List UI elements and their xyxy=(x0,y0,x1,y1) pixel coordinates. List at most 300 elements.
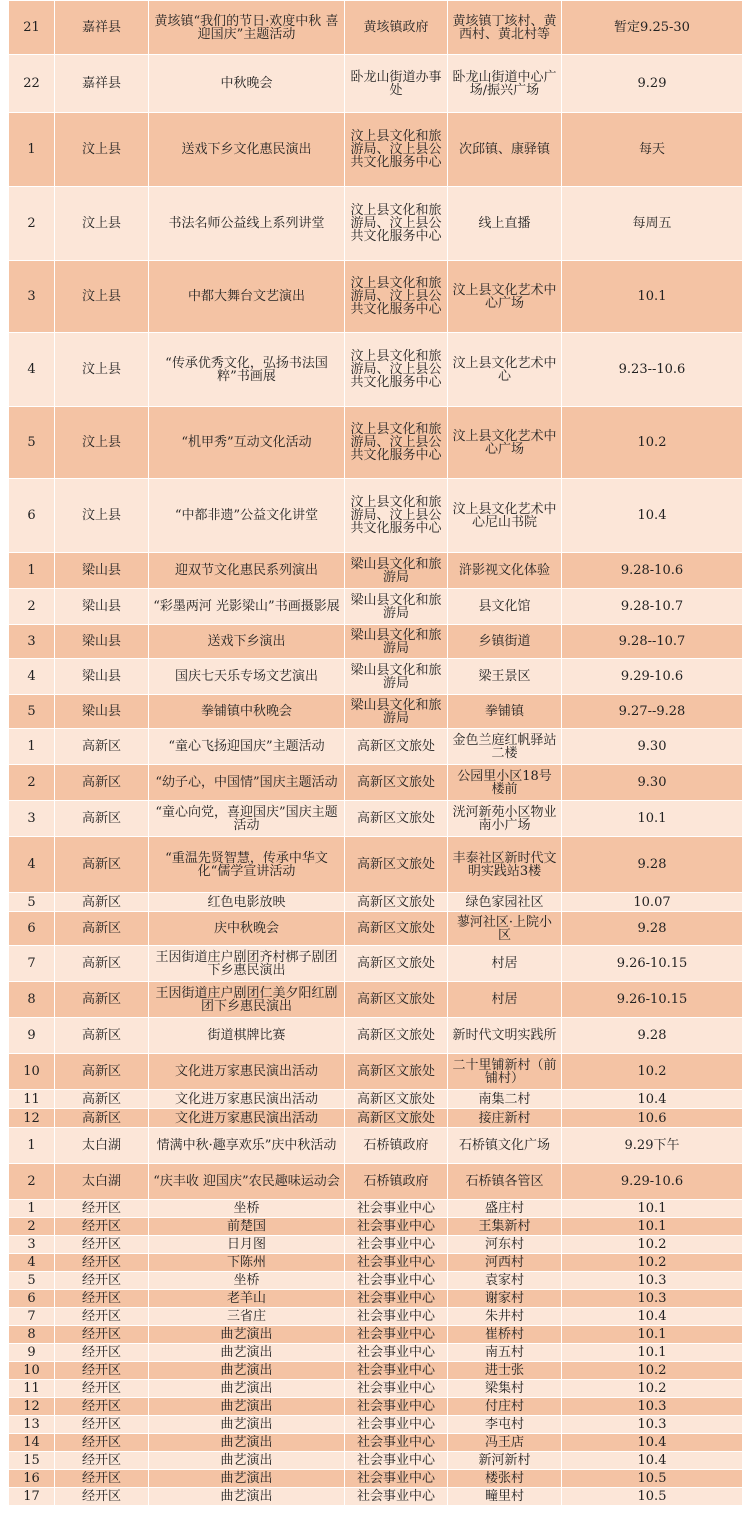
event-name-cell: 情满中秋·趣享欢乐”庆中秋活动 xyxy=(149,1128,345,1164)
time-cell: 10.1 xyxy=(562,1218,743,1236)
row-number: 10 xyxy=(9,1054,55,1090)
organizer-cell: 石桥镇政府 xyxy=(345,1164,448,1200)
organizer-cell: 社会事业中心 xyxy=(345,1308,448,1326)
organizer-cell: 汶上县文化和旅游局、汶上县公共文化服务中心 xyxy=(345,479,448,553)
county-cell: 经开区 xyxy=(55,1380,149,1398)
table-row xyxy=(9,1398,743,1416)
location-cell: 浒影视文化体验 xyxy=(448,553,562,589)
table-row xyxy=(9,1236,743,1254)
county-cell: 汶上县 xyxy=(55,187,149,261)
county-cell: 经开区 xyxy=(55,1326,149,1344)
location-cell: 石桥镇各管区 xyxy=(448,1164,562,1200)
time-cell: 10.1 xyxy=(562,1344,743,1362)
time-cell: 10.4 xyxy=(562,1308,743,1326)
organizer-cell: 高新区文旅处 xyxy=(345,1054,448,1090)
organizer-cell: 社会事业中心 xyxy=(345,1200,448,1218)
county-cell: 高新区 xyxy=(55,837,149,893)
county-cell: 高新区 xyxy=(55,1054,149,1090)
table-row xyxy=(9,187,743,261)
county-cell: 经开区 xyxy=(55,1344,149,1362)
county-cell: 经开区 xyxy=(55,1272,149,1290)
row-number: 2 xyxy=(9,765,55,801)
event-name-cell: 日月图 xyxy=(149,1236,345,1254)
event-name-cell: 曲艺演出 xyxy=(149,1488,345,1506)
time-cell: 10.2 xyxy=(562,407,743,479)
county-cell: 嘉祥县 xyxy=(55,55,149,113)
organizer-cell: 梁山县文化和旅游局 xyxy=(345,589,448,625)
table-row xyxy=(9,912,743,946)
event-name-cell: 红色电影放映 xyxy=(149,893,345,912)
location-cell: 乡镇街道 xyxy=(448,625,562,659)
organizer-cell: 社会事业中心 xyxy=(345,1470,448,1488)
event-name-cell: “彩墨两河 光影梁山”书画摄影展 xyxy=(149,589,345,625)
time-cell: 10.3 xyxy=(562,1416,743,1434)
table-row xyxy=(9,1452,743,1470)
row-number: 5 xyxy=(9,695,55,729)
time-cell: 9.28 xyxy=(562,1018,743,1054)
table-row xyxy=(9,729,743,765)
organizer-cell: 社会事业中心 xyxy=(345,1218,448,1236)
time-cell: 10.2 xyxy=(562,1236,743,1254)
time-cell: 9.28 xyxy=(562,837,743,893)
event-name-cell: 文化进万家惠民演出活动 xyxy=(149,1109,345,1128)
time-cell: 10.2 xyxy=(562,1380,743,1398)
location-cell: 线上直播 xyxy=(448,187,562,261)
organizer-cell: 社会事业中心 xyxy=(345,1326,448,1344)
table-row xyxy=(9,1488,743,1506)
time-cell: 10.4 xyxy=(562,479,743,553)
time-cell: 9.26-10.15 xyxy=(562,946,743,982)
organizer-cell: 社会事业中心 xyxy=(345,1434,448,1452)
organizer-cell: 高新区文旅处 xyxy=(345,729,448,765)
row-number: 14 xyxy=(9,1434,55,1452)
table-row xyxy=(9,765,743,801)
event-name-cell: 前楚国 xyxy=(149,1218,345,1236)
event-name-cell: 中都大舞台文艺演出 xyxy=(149,261,345,333)
event-name-cell: 曲艺演出 xyxy=(149,1416,345,1434)
row-number: 1 xyxy=(9,553,55,589)
row-number: 11 xyxy=(9,1090,55,1109)
event-name-cell: 坐桥 xyxy=(149,1272,345,1290)
table-row xyxy=(9,1272,743,1290)
organizer-cell: 社会事业中心 xyxy=(345,1488,448,1506)
event-name-cell: 拳铺镇中秋晚会 xyxy=(149,695,345,729)
event-name-cell: 文化进万家惠民演出活动 xyxy=(149,1090,345,1109)
event-name-cell: 国庆七天乐专场文艺演出 xyxy=(149,659,345,695)
row-number: 5 xyxy=(9,1272,55,1290)
row-number: 6 xyxy=(9,912,55,946)
time-cell: 9.29下午 xyxy=(562,1128,743,1164)
event-name-cell: “幼子心，中国情”国庆主题活动 xyxy=(149,765,345,801)
organizer-cell: 高新区文旅处 xyxy=(345,1090,448,1109)
location-cell: 汶上县文化艺术中心广场 xyxy=(448,407,562,479)
table-row xyxy=(9,1109,743,1128)
event-name-cell: 黄垓镇“我们的节日·欢度中秋 喜迎国庆”主题活动 xyxy=(149,1,345,55)
time-cell: 10.4 xyxy=(562,1090,743,1109)
table-row xyxy=(9,1200,743,1218)
location-cell: 楼张村 xyxy=(448,1470,562,1488)
table-row xyxy=(9,801,743,837)
time-cell: 9.29-10.6 xyxy=(562,659,743,695)
location-cell: 新时代文明实践所 xyxy=(448,1018,562,1054)
event-name-cell: 王因街道庄户剧团齐村梆子剧团下乡惠民演出 xyxy=(149,946,345,982)
event-name-cell: 曲艺演出 xyxy=(149,1398,345,1416)
time-cell: 9.26-10.15 xyxy=(562,982,743,1018)
time-cell: 10.1 xyxy=(562,1200,743,1218)
table-row xyxy=(9,946,743,982)
county-cell: 经开区 xyxy=(55,1452,149,1470)
time-cell: 10.2 xyxy=(562,1054,743,1090)
location-cell: 付庄村 xyxy=(448,1398,562,1416)
time-cell: 10.4 xyxy=(562,1434,743,1452)
organizer-cell: 汶上县文化和旅游局、汶上县公共文化服务中心 xyxy=(345,187,448,261)
organizer-cell: 高新区文旅处 xyxy=(345,946,448,982)
time-cell: 10.3 xyxy=(562,1272,743,1290)
organizer-cell: 社会事业中心 xyxy=(345,1236,448,1254)
row-number: 15 xyxy=(9,1452,55,1470)
location-cell: 金色兰庭红帆驿站二楼 xyxy=(448,729,562,765)
location-cell: 盛庄村 xyxy=(448,1200,562,1218)
table-row xyxy=(9,1308,743,1326)
table-row xyxy=(9,1128,743,1164)
event-name-cell: 文化进万家惠民演出活动 xyxy=(149,1054,345,1090)
row-number: 11 xyxy=(9,1380,55,1398)
row-number: 8 xyxy=(9,982,55,1018)
county-cell: 太白湖 xyxy=(55,1164,149,1200)
row-number: 4 xyxy=(9,333,55,407)
event-name-cell: “传承优秀文化，弘扬书法国粹”书画展 xyxy=(149,333,345,407)
row-number: 3 xyxy=(9,625,55,659)
event-name-cell: 书法名师公益线上系列讲堂 xyxy=(149,187,345,261)
county-cell: 高新区 xyxy=(55,1018,149,1054)
table-row xyxy=(9,1054,743,1090)
row-number: 3 xyxy=(9,1236,55,1254)
location-cell: 二十里铺新村（前铺村） xyxy=(448,1054,562,1090)
county-cell: 经开区 xyxy=(55,1218,149,1236)
county-cell: 经开区 xyxy=(55,1434,149,1452)
time-cell: 10.3 xyxy=(562,1290,743,1308)
table-row xyxy=(9,659,743,695)
event-name-cell: 迎双节文化惠民系列演出 xyxy=(149,553,345,589)
county-cell: 经开区 xyxy=(55,1416,149,1434)
table-row xyxy=(9,1164,743,1200)
organizer-cell: 梁山县文化和旅游局 xyxy=(345,659,448,695)
location-cell: 绿色家园社区 xyxy=(448,893,562,912)
organizer-cell: 社会事业中心 xyxy=(345,1344,448,1362)
event-name-cell: 送戏下乡文化惠民演出 xyxy=(149,113,345,187)
table-row xyxy=(9,589,743,625)
organizer-cell: 社会事业中心 xyxy=(345,1290,448,1308)
row-number: 12 xyxy=(9,1109,55,1128)
location-cell: 南集二村 xyxy=(448,1090,562,1109)
time-cell: 10.2 xyxy=(562,1254,743,1272)
row-number: 1 xyxy=(9,1128,55,1164)
table-row xyxy=(9,1,743,55)
location-cell: 洸河新苑小区物业南小广场 xyxy=(448,801,562,837)
row-number: 5 xyxy=(9,407,55,479)
event-name-cell: 王因街道庄户剧团仁美夕阳红剧团下乡惠民演出 xyxy=(149,982,345,1018)
row-number: 9 xyxy=(9,1018,55,1054)
county-cell: 高新区 xyxy=(55,801,149,837)
events-table-container xyxy=(8,0,742,1506)
location-cell: 汶上县文化艺术中心 xyxy=(448,333,562,407)
county-cell: 高新区 xyxy=(55,1109,149,1128)
table-row xyxy=(9,1090,743,1109)
event-name-cell: 曲艺演出 xyxy=(149,1434,345,1452)
location-cell: 石桥镇文化广场 xyxy=(448,1128,562,1164)
time-cell: 9.28--10.7 xyxy=(562,625,743,659)
event-name-cell: 下陈州 xyxy=(149,1254,345,1272)
row-number: 4 xyxy=(9,1254,55,1272)
time-cell: 暂定9.25-30 xyxy=(562,1,743,55)
table-row xyxy=(9,407,743,479)
county-cell: 高新区 xyxy=(55,982,149,1018)
organizer-cell: 社会事业中心 xyxy=(345,1254,448,1272)
event-name-cell: “中都非遗”公益文化讲堂 xyxy=(149,479,345,553)
county-cell: 汶上县 xyxy=(55,261,149,333)
time-cell: 每天 xyxy=(562,113,743,187)
county-cell: 经开区 xyxy=(55,1290,149,1308)
county-cell: 汶上县 xyxy=(55,333,149,407)
table-row xyxy=(9,261,743,333)
organizer-cell: 石桥镇政府 xyxy=(345,1128,448,1164)
table-row xyxy=(9,1470,743,1488)
county-cell: 汶上县 xyxy=(55,479,149,553)
county-cell: 经开区 xyxy=(55,1362,149,1380)
location-cell: 朱井村 xyxy=(448,1308,562,1326)
county-cell: 太白湖 xyxy=(55,1128,149,1164)
organizer-cell: 汶上县文化和旅游局、汶上县公共文化服务中心 xyxy=(345,407,448,479)
table-row xyxy=(9,625,743,659)
event-name-cell: 曲艺演出 xyxy=(149,1470,345,1488)
location-cell: 接庄新村 xyxy=(448,1109,562,1128)
time-cell: 10.2 xyxy=(562,1362,743,1380)
row-number: 5 xyxy=(9,893,55,912)
event-name-cell: “童心向党，喜迎国庆”国庆主题活动 xyxy=(149,801,345,837)
county-cell: 高新区 xyxy=(55,1090,149,1109)
county-cell: 嘉祥县 xyxy=(55,1,149,55)
location-cell: 谢家村 xyxy=(448,1290,562,1308)
events-table xyxy=(8,0,743,1506)
organizer-cell: 社会事业中心 xyxy=(345,1452,448,1470)
table-row xyxy=(9,837,743,893)
time-cell: 每周五 xyxy=(562,187,743,261)
time-cell: 10.1 xyxy=(562,801,743,837)
location-cell: 拳铺镇 xyxy=(448,695,562,729)
organizer-cell: 社会事业中心 xyxy=(345,1380,448,1398)
time-cell: 9.30 xyxy=(562,765,743,801)
event-name-cell: 曲艺演出 xyxy=(149,1452,345,1470)
time-cell: 10.4 xyxy=(562,1452,743,1470)
organizer-cell: 社会事业中心 xyxy=(345,1416,448,1434)
location-cell: 卧龙山街道中心广场/振兴广场 xyxy=(448,55,562,113)
organizer-cell: 高新区文旅处 xyxy=(345,1018,448,1054)
organizer-cell: 高新区文旅处 xyxy=(345,837,448,893)
time-cell: 10.5 xyxy=(562,1470,743,1488)
row-number: 13 xyxy=(9,1416,55,1434)
location-cell: 进士张 xyxy=(448,1362,562,1380)
county-cell: 梁山县 xyxy=(55,659,149,695)
event-name-cell: 曲艺演出 xyxy=(149,1344,345,1362)
county-cell: 高新区 xyxy=(55,912,149,946)
event-name-cell: “童心飞扬迎国庆”主题活动 xyxy=(149,729,345,765)
organizer-cell: 卧龙山街道办事处 xyxy=(345,55,448,113)
time-cell: 10.1 xyxy=(562,261,743,333)
row-number: 21 xyxy=(9,1,55,55)
county-cell: 汶上县 xyxy=(55,407,149,479)
organizer-cell: 梁山县文化和旅游局 xyxy=(345,553,448,589)
location-cell: 河西村 xyxy=(448,1254,562,1272)
organizer-cell: 高新区文旅处 xyxy=(345,801,448,837)
location-cell: 袁家村 xyxy=(448,1272,562,1290)
event-name-cell: 坐桥 xyxy=(149,1200,345,1218)
row-number: 7 xyxy=(9,946,55,982)
location-cell: 崔桥村 xyxy=(448,1326,562,1344)
row-number: 1 xyxy=(9,729,55,765)
row-number: 3 xyxy=(9,261,55,333)
table-row xyxy=(9,982,743,1018)
event-name-cell: 曲艺演出 xyxy=(149,1380,345,1398)
time-cell: 9.30 xyxy=(562,729,743,765)
organizer-cell: 高新区文旅处 xyxy=(345,982,448,1018)
row-number: 1 xyxy=(9,113,55,187)
table-row xyxy=(9,1434,743,1452)
time-cell: 9.28-10.7 xyxy=(562,589,743,625)
location-cell: 公园里小区18号楼前 xyxy=(448,765,562,801)
table-row xyxy=(9,1380,743,1398)
location-cell: 梁王景区 xyxy=(448,659,562,695)
location-cell: 梁集村 xyxy=(448,1380,562,1398)
county-cell: 梁山县 xyxy=(55,625,149,659)
event-name-cell: 老羊山 xyxy=(149,1290,345,1308)
row-number: 4 xyxy=(9,659,55,695)
time-cell: 10.1 xyxy=(562,1326,743,1344)
table-row xyxy=(9,1416,743,1434)
row-number: 6 xyxy=(9,1290,55,1308)
organizer-cell: 社会事业中心 xyxy=(345,1398,448,1416)
row-number: 17 xyxy=(9,1488,55,1506)
table-row xyxy=(9,1326,743,1344)
events-table-body xyxy=(9,1,743,1506)
county-cell: 经开区 xyxy=(55,1254,149,1272)
county-cell: 高新区 xyxy=(55,765,149,801)
county-cell: 经开区 xyxy=(55,1200,149,1218)
row-number: 2 xyxy=(9,1218,55,1236)
location-cell: 新河新村 xyxy=(448,1452,562,1470)
table-row xyxy=(9,1344,743,1362)
table-row xyxy=(9,1362,743,1380)
county-cell: 经开区 xyxy=(55,1308,149,1326)
location-cell: 丰泰社区新时代文明实践站3楼 xyxy=(448,837,562,893)
location-cell: 黄垓镇丁垓村、黄西村、黄北村等 xyxy=(448,1,562,55)
row-number: 10 xyxy=(9,1362,55,1380)
table-row xyxy=(9,333,743,407)
table-row xyxy=(9,553,743,589)
time-cell: 10.6 xyxy=(562,1109,743,1128)
row-number: 4 xyxy=(9,837,55,893)
organizer-cell: 高新区文旅处 xyxy=(345,765,448,801)
location-cell: 汶上县文化艺术中心广场 xyxy=(448,261,562,333)
location-cell: 县文化馆 xyxy=(448,589,562,625)
event-name-cell: 曲艺演出 xyxy=(149,1362,345,1380)
event-name-cell: “重温先贤智慧，传承中华文化“儒学宣讲活动 xyxy=(149,837,345,893)
table-row xyxy=(9,1254,743,1272)
row-number: 2 xyxy=(9,1164,55,1200)
row-number: 6 xyxy=(9,479,55,553)
organizer-cell: 汶上县文化和旅游局、汶上县公共文化服务中心 xyxy=(345,261,448,333)
row-number: 12 xyxy=(9,1398,55,1416)
event-name-cell: “机甲秀”互动文化活动 xyxy=(149,407,345,479)
location-cell: 李屯村 xyxy=(448,1416,562,1434)
county-cell: 梁山县 xyxy=(55,695,149,729)
organizer-cell: 汶上县文化和旅游局、汶上县公共文化服务中心 xyxy=(345,113,448,187)
row-number: 8 xyxy=(9,1326,55,1344)
table-row xyxy=(9,1290,743,1308)
row-number: 1 xyxy=(9,1200,55,1218)
organizer-cell: 社会事业中心 xyxy=(345,1362,448,1380)
row-number: 9 xyxy=(9,1344,55,1362)
county-cell: 梁山县 xyxy=(55,589,149,625)
organizer-cell: 高新区文旅处 xyxy=(345,893,448,912)
organizer-cell: 高新区文旅处 xyxy=(345,1109,448,1128)
organizer-cell: 社会事业中心 xyxy=(345,1272,448,1290)
location-cell: 河东村 xyxy=(448,1236,562,1254)
location-cell: 蓼河社区·上院小区 xyxy=(448,912,562,946)
location-cell: 村居 xyxy=(448,982,562,1018)
row-number: 16 xyxy=(9,1470,55,1488)
event-name-cell: 三省庄 xyxy=(149,1308,345,1326)
event-name-cell: 送戏下乡演出 xyxy=(149,625,345,659)
location-cell: 王集新村 xyxy=(448,1218,562,1236)
county-cell: 高新区 xyxy=(55,946,149,982)
time-cell: 9.23--10.6 xyxy=(562,333,743,407)
time-cell: 10.07 xyxy=(562,893,743,912)
time-cell: 9.29 xyxy=(562,55,743,113)
time-cell: 10.5 xyxy=(562,1488,743,1506)
location-cell: 村居 xyxy=(448,946,562,982)
row-number: 3 xyxy=(9,801,55,837)
table-row xyxy=(9,55,743,113)
table-row xyxy=(9,893,743,912)
event-name-cell: 庆中秋晚会 xyxy=(149,912,345,946)
row-number: 2 xyxy=(9,187,55,261)
time-cell: 10.3 xyxy=(562,1398,743,1416)
location-cell: 疃里村 xyxy=(448,1488,562,1506)
event-name-cell: 曲艺演出 xyxy=(149,1326,345,1344)
table-row xyxy=(9,1018,743,1054)
event-name-cell: 中秋晚会 xyxy=(149,55,345,113)
table-row xyxy=(9,1218,743,1236)
time-cell: 9.29-10.6 xyxy=(562,1164,743,1200)
event-name-cell: 街道棋牌比赛 xyxy=(149,1018,345,1054)
table-row xyxy=(9,113,743,187)
table-row xyxy=(9,479,743,553)
county-cell: 汶上县 xyxy=(55,113,149,187)
row-number: 7 xyxy=(9,1308,55,1326)
county-cell: 梁山县 xyxy=(55,553,149,589)
organizer-cell: 梁山县文化和旅游局 xyxy=(345,695,448,729)
organizer-cell: 黄垓镇政府 xyxy=(345,1,448,55)
location-cell: 次邱镇、康驿镇 xyxy=(448,113,562,187)
location-cell: 南五村 xyxy=(448,1344,562,1362)
table-row xyxy=(9,695,743,729)
location-cell: 冯王店 xyxy=(448,1434,562,1452)
event-name-cell: “庆丰收 迎国庆”农民趣味运动会 xyxy=(149,1164,345,1200)
location-cell: 汶上县文化艺术中心尼山书院 xyxy=(448,479,562,553)
county-cell: 经开区 xyxy=(55,1488,149,1506)
time-cell: 9.27--9.28 xyxy=(562,695,743,729)
row-number: 2 xyxy=(9,589,55,625)
